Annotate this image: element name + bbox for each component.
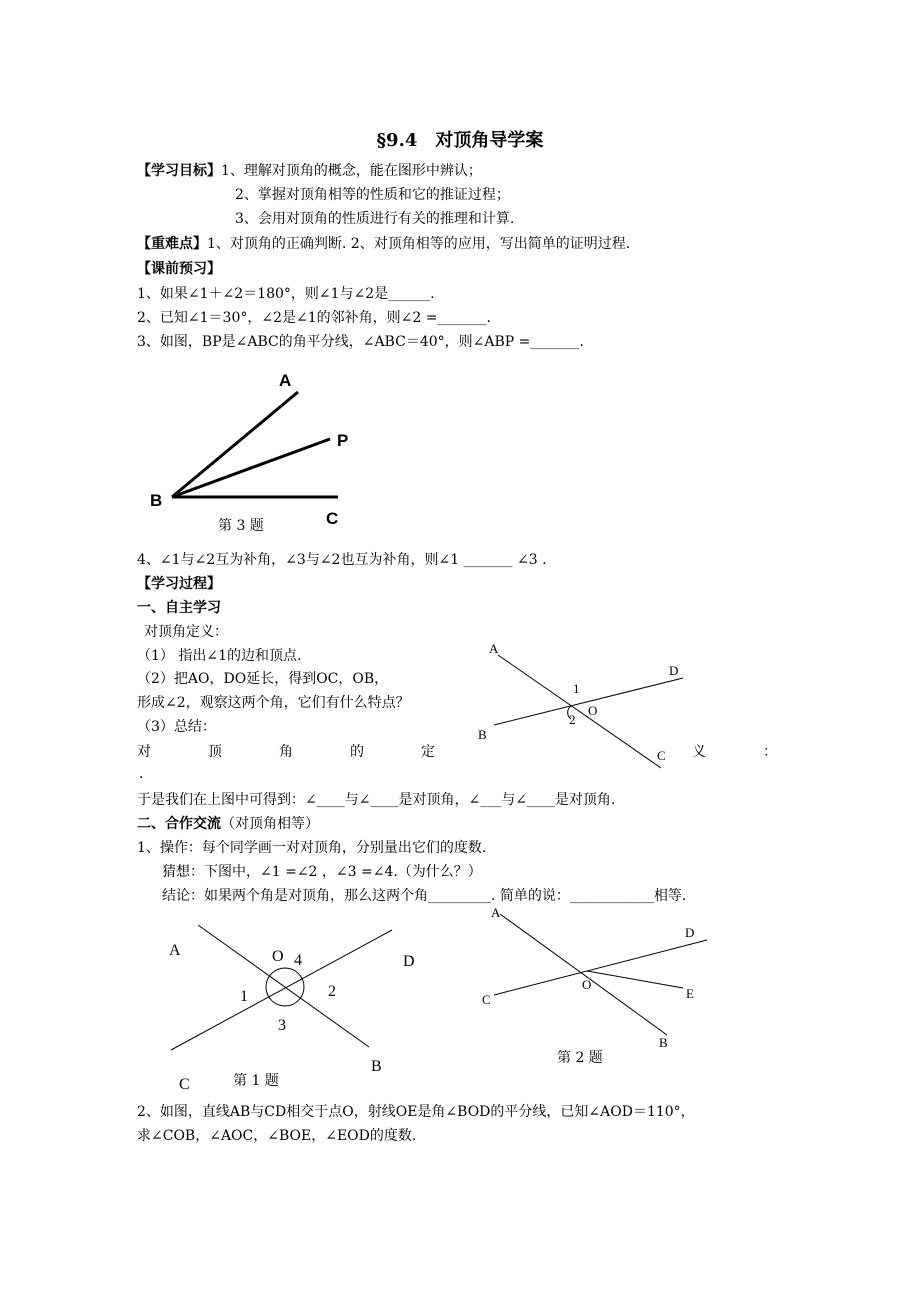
label-2: 2 (328, 983, 336, 1000)
goal-2: 2、掌握对顶角相等的性质和它的推证过程； (235, 187, 510, 203)
label-O: O (588, 703, 598, 718)
question-2-line-2: 求∠COB，∠AOC，∠BOE，∠EOD的度数. (137, 1128, 417, 1144)
goals-label: 【学习目标】 (137, 163, 221, 179)
goal-1: 1、理解对顶角的概念，能在图形中辨认； (221, 163, 482, 179)
preview-label: 【课前预习】 (137, 261, 221, 277)
label-O: O (582, 977, 592, 992)
preview-q4: 4、∠1与∠2互为补角，∠3与∠2也互为补角，则∠1 _______ ∠3 . (137, 552, 547, 568)
operation-text: 1、操作：每个同学画一对对顶角，分别量出它们的度数. (137, 840, 487, 856)
step-2a: （2）把AO，DO延长，得到OC，OB， (137, 671, 389, 687)
key-points-label: 【重难点】 (137, 236, 207, 252)
label-B: B (150, 491, 163, 510)
label-E: E (686, 986, 694, 1001)
label-O: O (272, 948, 284, 965)
label-B: B (659, 1035, 668, 1050)
page-title: §9.4 对顶角导学案 (376, 130, 544, 151)
fill-line: 于是我们在上图中可得到：∠____与∠____是对顶角，∠___与∠____是对顶角. (137, 792, 616, 808)
label-C: C (326, 509, 339, 528)
label-B: B (371, 1058, 382, 1075)
step-2b: 形成∠2，观察这两个角，它们有什么特点？ (137, 695, 410, 711)
key-points-text: 1、对顶角的正确判断. 2、对顶角相等的应用，写出简单的证明过程. (207, 236, 631, 252)
label-C: C (179, 1076, 190, 1093)
def-char: ： (763, 744, 777, 760)
label-C: C (657, 748, 666, 763)
def-char: 的 (350, 744, 364, 760)
label-A: A (489, 641, 499, 656)
definition-dot: . (139, 766, 144, 782)
label-angle-2: 2 (569, 712, 576, 727)
label-A: A (491, 905, 501, 920)
label-4: 4 (294, 952, 302, 969)
preview-q3: 3、如图，BP是∠ABC的角平分线，∠ABC＝40°，则∠ABP =_______. (137, 334, 584, 350)
label-3: 3 (278, 1017, 286, 1034)
goal-3: 3、会用对顶角的性质进行有关的推理和计算. (235, 211, 515, 227)
def-char: 对 (137, 744, 151, 760)
label-D: D (403, 953, 415, 970)
figure-1-caption: 第 1 题 (233, 1073, 279, 1089)
def-char: 义 (692, 744, 706, 760)
line-AB (500, 914, 667, 1035)
label-P: P (337, 431, 349, 450)
question-2-line-1: 2、如图，直线AB与CD相交于点O，射线OE是角∠BOD的平分线，已知∠AOD＝110°， (137, 1104, 695, 1120)
figure-3-caption: 第 3 题 (218, 518, 264, 534)
def-char: 顶 (208, 744, 222, 760)
label-A: A (279, 371, 292, 390)
preview-q1: 1、如果∠1＋∠2＝180°，则∠1与∠2是______. (137, 286, 435, 302)
guess-text: 猜想：下图中，∠1 =∠2 ，∠3 =∠4.（为什么？） (162, 864, 482, 880)
figure-2-caption: 第 2 题 (557, 1050, 603, 1066)
step-1: （1） 指出∠1的边和顶点. (137, 648, 302, 664)
conclusion-text: 结论：如果两个角是对顶角，那么这两个角_________. 简单的说：____________相等. (162, 888, 687, 904)
definition-prompt: 对顶角定义： (144, 624, 228, 640)
label-D: D (669, 663, 679, 678)
step-3: （3）总结： (137, 719, 216, 735)
section-2-note: （对顶角相等） (221, 816, 319, 832)
label-1: 1 (240, 988, 248, 1005)
label-angle-1: 1 (573, 681, 580, 696)
preview-q2: 2、已知∠1＝30°，∠2是∠1的邻补角，则∠2 =_______. (137, 310, 491, 326)
def-char: 角 (279, 744, 293, 760)
section-2-title: 二、合作交流 (137, 816, 221, 832)
def-char: 定 (421, 744, 435, 760)
process-label: 【学习过程】 (137, 576, 221, 592)
label-C: C (482, 992, 491, 1007)
ray-OE (587, 971, 683, 988)
label-A: A (169, 942, 181, 959)
label-D: D (685, 925, 695, 940)
section-1-heading: 一、自主学习 (137, 600, 221, 616)
label-B: B (478, 727, 487, 742)
